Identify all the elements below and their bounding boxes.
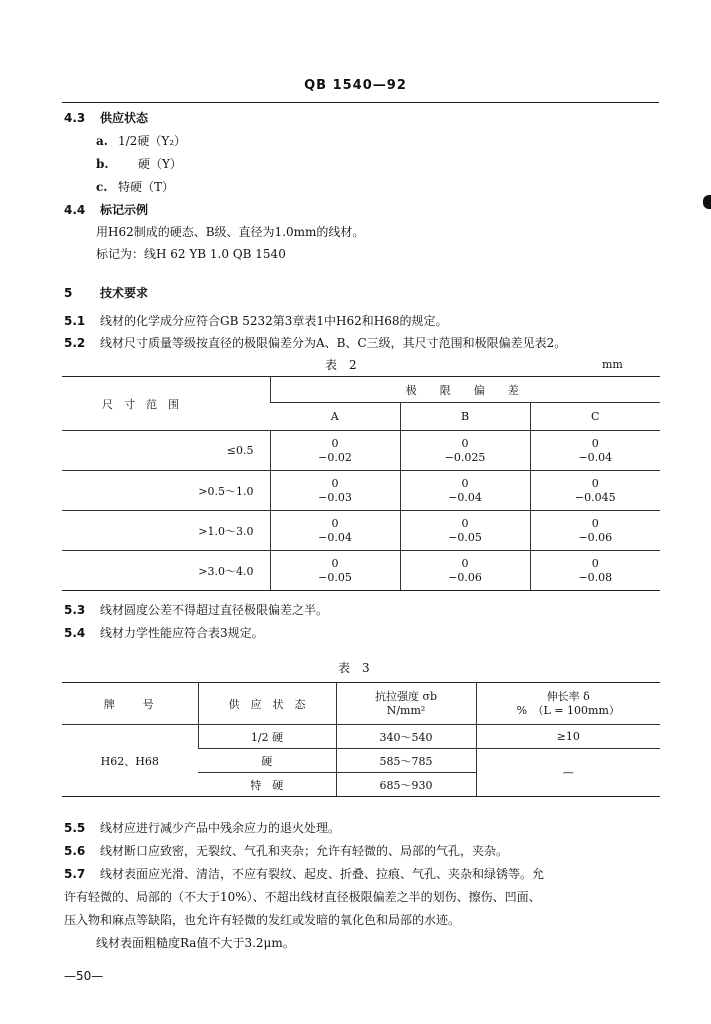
table-row [62, 471, 660, 511]
paragraph-text: 线材断口应致密，无裂纹、气孔和夹杂；允许有轻微的、局部的气孔，夹杂。 [100, 844, 509, 858]
table-2-header-grade: B [400, 403, 530, 431]
paragraph-text: 线材表面应光滑、清洁，不应有裂纹、起皮、折叠、拉痕、气孔、夹杂和绿锈等。允 [100, 867, 545, 881]
section-number: 4.3 [64, 111, 86, 125]
table-cell: 585～785 [336, 749, 476, 773]
table-cell: 0 −0.03 [270, 471, 400, 511]
table-cell: 685～930 [336, 773, 476, 797]
table-cell-range: >3.0～4.0 [62, 551, 270, 591]
section-number: 5 [64, 286, 73, 300]
paragraph-text: 线材应进行减少产品中残余应力的退火处理。 [100, 821, 341, 835]
table-3-header-state: 供 应 状 态 [198, 683, 336, 725]
table-cell: 0 −0.02 [270, 431, 400, 471]
table-cell: 0 −0.06 [400, 551, 530, 591]
paragraph-5-6 [64, 843, 508, 859]
section-number: 5.2 [64, 336, 86, 350]
section-title: 供应状态 [100, 111, 149, 125]
table-cell: 0 −0.05 [270, 551, 400, 591]
paragraph-text: 线材尺寸质量等级按直径的极限偏差分为A、B、C三级，其尺寸范围和极限偏差见表2。 [100, 336, 567, 350]
table-2-header-grade: A [270, 403, 400, 431]
table-2 [62, 376, 660, 591]
table-3-header-grade: 牌 号 [62, 683, 198, 725]
section-title: 标记示例 [100, 203, 149, 217]
section-number: 5.5 [64, 821, 86, 835]
table-row [62, 725, 660, 749]
table-2-header-grade: C [530, 403, 660, 431]
list-item [96, 133, 186, 149]
table-cell: 0 −0.04 [400, 471, 530, 511]
table-cell: 0 −0.04 [270, 511, 400, 551]
section-number: 5.7 [64, 867, 86, 881]
paragraph-line: 许有轻微的、局部的（不大于10%）、不超出线材直径极限偏差之半的划伤、擦伤、凹面、 [64, 890, 541, 904]
paragraph-5-7 [64, 866, 544, 882]
section-number: 5.4 [64, 626, 86, 640]
table-cell-range: ≤0.5 [62, 431, 270, 471]
section-number: 5.6 [64, 844, 86, 858]
table-2-header-range: 尺 寸 范 围 [62, 377, 270, 431]
table-2-caption: 表 2 [325, 358, 357, 372]
table-row [62, 551, 660, 591]
example-line: 标记为：线H 62 YB 1.0 QB 1540 [96, 247, 286, 261]
paragraph-5-2 [64, 335, 566, 351]
paragraph-text: 线材圆度公差不得超过直径极限偏差之半。 [100, 603, 329, 617]
table-cell-range: >1.0～3.0 [62, 511, 270, 551]
list-marker: b. [96, 157, 109, 171]
table-3 [62, 682, 660, 797]
paragraph-line: 线材表面粗糙度Ra值不大于3.2μm。 [96, 936, 295, 950]
table-cell: 0 −0.08 [530, 551, 660, 591]
table-2-unit: mm [602, 358, 623, 371]
table-cell: 1/2 硬 [198, 725, 336, 749]
paragraph-5-4 [64, 625, 264, 641]
list-item [96, 156, 182, 172]
table-cell: 0 −0.06 [530, 511, 660, 551]
table-3-header-tensile: 抗拉强度 σb N/mm² [336, 683, 476, 725]
section-4-4-heading [64, 202, 148, 218]
table-3-caption: 表 3 [338, 661, 370, 675]
paragraph-5-3 [64, 602, 328, 618]
edge-mark [703, 195, 711, 209]
paragraph-5-1 [64, 313, 448, 329]
section-number: 5.3 [64, 603, 86, 617]
page-header: QB 1540—92 [304, 78, 407, 93]
table-cell: 0 −0.04 [530, 431, 660, 471]
table-cell: — [476, 749, 660, 797]
table-cell-range: >0.5～1.0 [62, 471, 270, 511]
list-text: 硬（Y） [138, 157, 182, 171]
list-marker: a. [96, 134, 108, 148]
header-rule [62, 102, 659, 103]
list-item [96, 179, 174, 195]
paragraph-text: 线材的化学成分应符合GB 5232第3章表1中H62和H68的规定。 [100, 314, 448, 328]
table-row [62, 431, 660, 471]
paragraph-5-5 [64, 820, 340, 836]
list-text: 1/2硬（Y₂） [118, 134, 187, 148]
list-text: 特硬（T） [118, 180, 175, 194]
example-line: 用H62制成的硬态、B级、直径为1.0mm的线材。 [96, 225, 365, 239]
table-cell: ≥10 [476, 725, 660, 749]
table-cell: 0 −0.045 [530, 471, 660, 511]
list-marker: c. [96, 180, 108, 194]
table-2-header-deviation: 极 限 偏 差 [270, 377, 660, 403]
table-cell: 340～540 [336, 725, 476, 749]
section-5-heading [64, 285, 148, 301]
section-number: 5.1 [64, 314, 86, 328]
page-number: —50— [64, 969, 104, 983]
paragraph-text: 线材力学性能应符合表3规定。 [100, 626, 264, 640]
paragraph-line: 压入物和麻点等缺陷，也允许有轻微的发红或发暗的氧化色和局部的水迹。 [64, 913, 461, 927]
table-row [62, 511, 660, 551]
table-cell-grade: H62、H68 [62, 725, 198, 797]
section-number: 4.4 [64, 203, 86, 217]
section-4-3-heading [64, 110, 148, 126]
table-cell: 硬 [198, 749, 336, 773]
table-3-header-elongation: 伸长率 δ % （L = 100mm） [476, 683, 660, 725]
table-cell: 0 −0.025 [400, 431, 530, 471]
table-cell: 特 硬 [198, 773, 336, 797]
table-cell: 0 −0.05 [400, 511, 530, 551]
section-title: 技术要求 [100, 286, 149, 300]
